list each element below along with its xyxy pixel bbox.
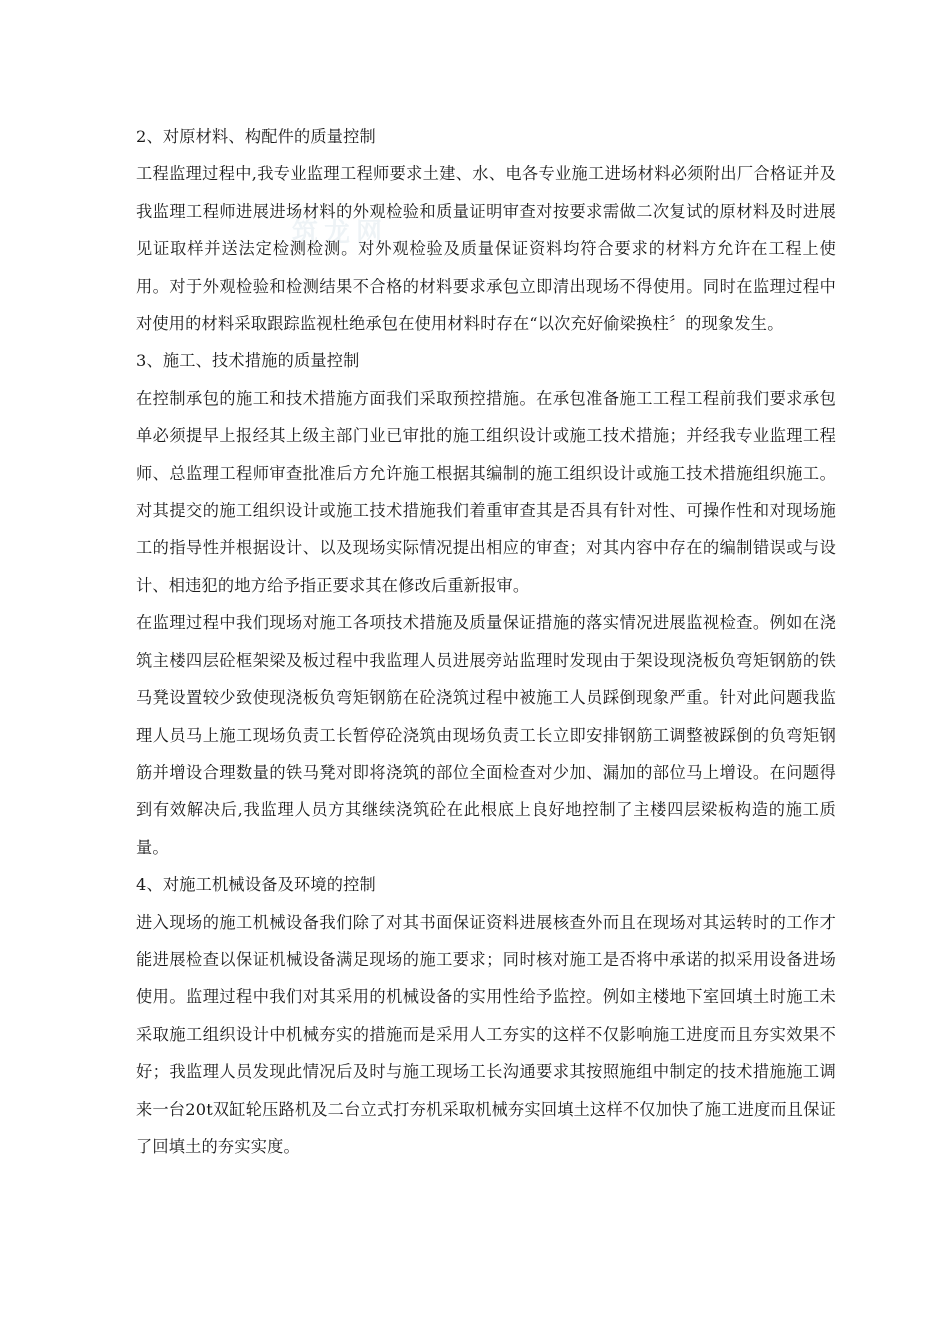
paragraph-machinery: 进入现场的施工机械设备我们除了对其书面保证资料进展核查外而且在现场对其运转时的工作才能进展检查以保证机械设备满足现场的施工要求；同时核对施工是否将中承诺的拟采用设备进场使用。监理过程中我们对其采用的机械设备的实用性给予监控。例如主楼地下室回填土时施工未采取施工组织设计中机械夯实的措施而是采用人工夯实的这样不仅影响施工进度而且夯实效果不好；我监理人员发现此情况后及时与施工现场工长沟通要求其按照施组中制定的技术措施施工调来一台20t双缸轮压路机及二台立式打夯机采取机械夯实回填土这样不仅加快了施工进度而且保证了回填土的夯实实度。 [136,912,836,1156]
document-page [136,118,836,1165]
paragraph-materials: 工程监理过程中,我专业监理工程师要求土建、水、电各专业施工进场材料必须附出厂合格证并及我监理工程师进展进场材料的外观检验和质量证明审查对按要求需做二次复试的原材料及时进展见证取样并送法定检测检测。对外观检验及质量保证资料均符合要求的材料方允许在工程上使用。对于外观检验和检测结果不合格的材料要求承包立即清出现场不得使用。同时在监理过程中对使用的材料采取跟踪监视杜绝承包在使用材料时存在“以次充好偷梁换柱〞的现象发生。 [136,164,836,334]
section-heading-technical-measures: 3、施工、技术措施的质量控制 [136,351,360,371]
paragraph-technical-measures-1: 在控制承包的施工和技术措施方面我们采取预控措施。在承包准备施工工程工程前我们要求承包单必须提早上报经其上级主部门业已审批的施工组织设计或施工技术措施；并经我专业监理工程师、总监理工程师审查批准后方允许施工根据其编制的施工组织设计或施工技术措施组织施工。对其提交的施工组织设计或施工技术措施我们着重审查其是否具有针对性、可操作性和对现场施工的指导性并根据设计、以及现场实际情况提出相应的审查；对其内容中存在的编制错误或与设计、相违犯的地方给予指正要求其在修改后重新报审。 [136,388,836,595]
section-heading-materials: 2、对原材料、构配件的质量控制 [136,127,376,146]
section-heading-machinery: 4、对施工机械设备及环境的控制 [136,875,376,895]
watermark: 筑龙网 [292,218,389,248]
paragraph-technical-measures-2: 在监理过程中我们现场对施工各项技术措施及质量保证措施的落实情况进展监视检查。例如在浇筑主楼四层砼框架梁及板过程中我监理人员进展旁站监理时发现由于架设现浇板负弯矩钢筋的铁马凳设置较少致使现浇板负弯矩钢筋在砼浇筑过程中被施工人员踩倒现象严重。针对此问题我监理人员马上施工现场负责工长暂停砼浇筑由现场负责工长立即安排钢筋工调整被踩倒的负弯矩钢筋并增设合理数量的铁马凳对即将浇筑的部位全面检查对少加、漏加的部位马上增设。在问题得到有效解决后,我监理人员方其继续浇筑砼在此根底上良好地控制了主楼四层梁板构造的施工质量。 [136,613,836,857]
